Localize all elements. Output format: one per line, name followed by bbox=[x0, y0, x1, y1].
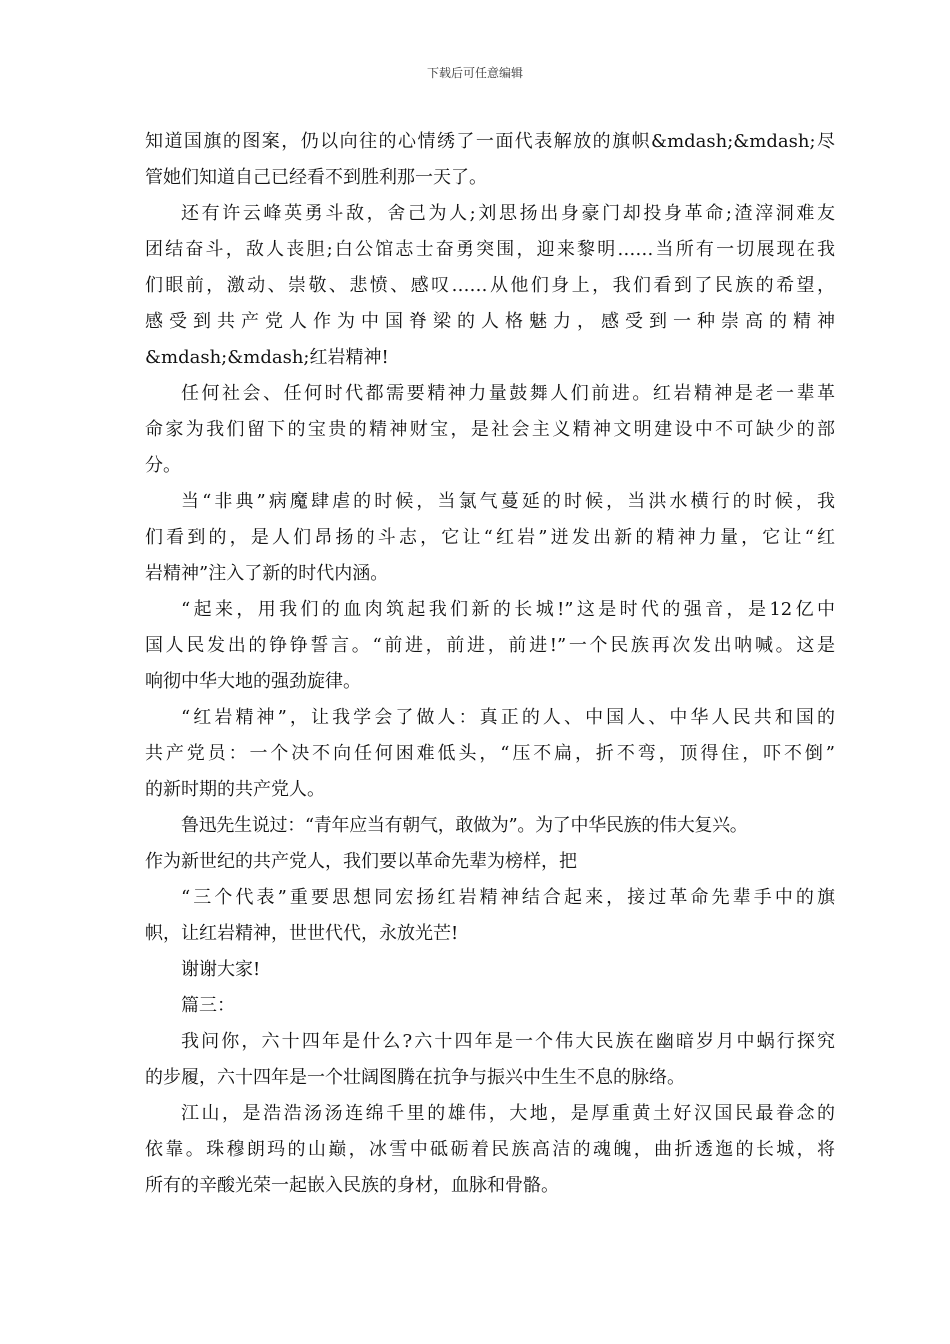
text-line: 分。 bbox=[145, 455, 181, 476]
text-line: 的新时期的共产党人。 bbox=[145, 779, 325, 800]
text-line: 篇三： bbox=[181, 995, 235, 1016]
text-line: 感受到共产党人作为中国脊梁的人格魅力，感受到一种崇高的精神 bbox=[145, 311, 835, 332]
text-line: 当“非典”病魔肆虐的时候，当氯气蔓延的时候，当洪水横行的时候，我 bbox=[181, 491, 835, 512]
text-line: 的步履，六十四年是一个壮阔图腾在抗争与振兴中生生不息的脉络。 bbox=[145, 1067, 685, 1088]
text-line: 知道国旗的图案，仍以向往的心情绣了一面代表解放的旗帜&mdash;&mdash;尽 bbox=[145, 131, 835, 152]
text-line: 任何社会、任何时代都需要精神力量鼓舞人们前进。红岩精神是老一辈革 bbox=[181, 383, 835, 404]
text-line: 帜，让红岩精神，世世代代，永放光芒! bbox=[145, 923, 459, 944]
page-header: 下载后可任意编辑 bbox=[426, 66, 523, 80]
text-line: 鲁迅先生说过：“青年应当有朝气，敢做为”。为了中华民族的伟大复兴。 bbox=[181, 815, 748, 836]
text-line: 国人民发出的铮铮誓言。“前进，前进，前进!”一个民族再次发出呐喊。这是 bbox=[145, 635, 835, 656]
text-line: 谢谢大家! bbox=[181, 959, 261, 980]
text-line: 我问你，六十四年是什么?六十四年是一个伟大民族在幽暗岁月中蜗行探究 bbox=[181, 1031, 835, 1052]
document-body bbox=[145, 124, 835, 1204]
text-line: 还有许云峰英勇斗敌，舍己为人;刘思扬出身豪门却投身革命;渣滓洞难友 bbox=[181, 203, 835, 224]
text-line: 们看到的，是人们昂扬的斗志，它让“红岩”迸发出新的精神力量，它让“红 bbox=[145, 527, 835, 548]
text-line: 所有的辛酸光荣一起嵌入民族的身材，血脉和骨骼。 bbox=[145, 1175, 559, 1196]
text-line: 作为新世纪的共产党人，我们要以革命先辈为榜样，把 bbox=[145, 851, 577, 872]
text-line: “起来，用我们的血肉筑起我们新的长城!”这是时代的强音，是12亿中 bbox=[181, 599, 835, 620]
text-line: “红岩精神”，让我学会了做人：真正的人、中国人、中华人民共和国的 bbox=[181, 707, 835, 728]
text-line: “三个代表”重要思想同宏扬红岩精神结合起来，接过革命先辈手中的旗 bbox=[181, 887, 835, 908]
text-line: 共产党员：一个决不向任何困难低头，“压不扁，折不弯，顶得住，吓不倒” bbox=[145, 743, 835, 764]
text-line: 们眼前，激动、崇敬、悲愤、感叹……从他们身上，我们看到了民族的希望， bbox=[145, 275, 835, 296]
text-line: &mdash;&mdash;红岩精神! bbox=[145, 347, 389, 368]
text-line: 江山，是浩浩汤汤连绵千里的雄伟，大地，是厚重黄土好汉国民最眷念的 bbox=[181, 1103, 835, 1124]
text-line: 管她们知道自己已经看不到胜利那一天了。 bbox=[145, 167, 487, 188]
text-line: 团结奋斗，敌人丧胆;白公馆志士奋勇突围，迎来黎明……当所有一切展现在我 bbox=[145, 239, 835, 260]
text-line: 命家为我们留下的宝贵的精神财宝，是社会主义精神文明建设中不可缺少的部 bbox=[145, 419, 835, 440]
text-line: 依靠。珠穆朗玛的山巅，冰雪中砥砺着民族高洁的魂魄，曲折透迤的长城，将 bbox=[145, 1139, 835, 1160]
text-line: 响彻中华大地的强劲旋律。 bbox=[145, 671, 361, 692]
text-line: 岩精神”注入了新的时代内涵。 bbox=[145, 563, 389, 584]
